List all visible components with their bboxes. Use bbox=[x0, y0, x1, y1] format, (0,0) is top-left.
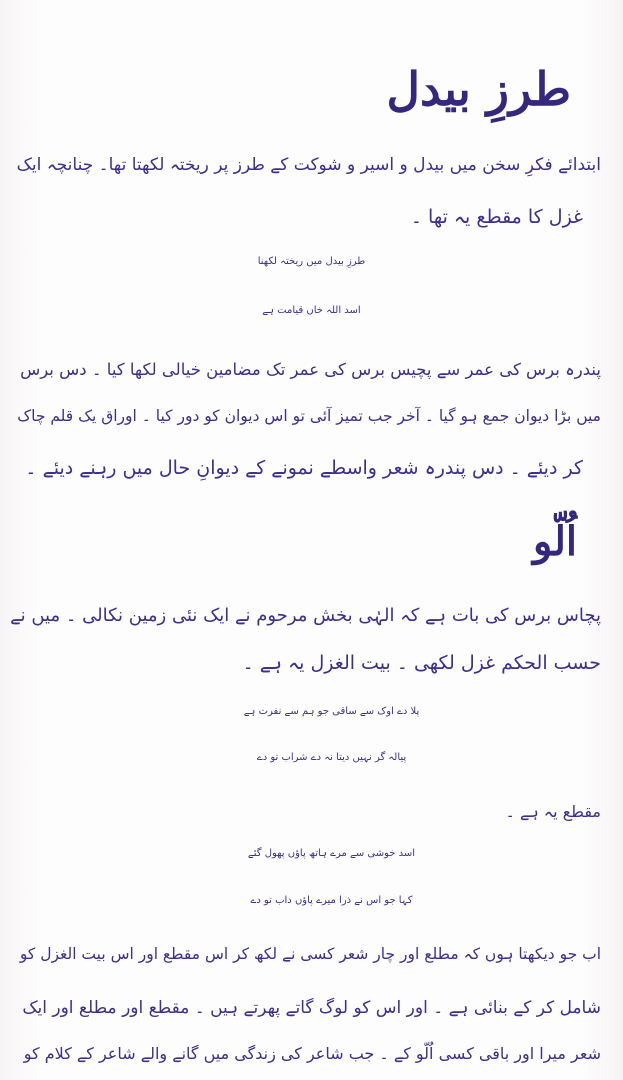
paragraph-line: پندرہ برس کی عمر سے پچیس برس کی عمر تک مضامین خیالی لکھا کیا ۔ دس برس bbox=[20, 360, 601, 379]
verse-line: پیالہ گر نہیں دیتا نہ دے شراب تو دے bbox=[256, 752, 407, 763]
verse-line: اسد اللہ خاں قیامت ہے bbox=[262, 305, 361, 316]
paragraph-line: مقطع یہ ہے ۔ bbox=[505, 802, 601, 821]
verse-line: اسد خوشی سے مرے ہاتھ پاؤں پھول گئے bbox=[247, 848, 416, 859]
verse-line: کہا جو اس نے ذرا میرے پاؤں داب تو دے bbox=[250, 895, 413, 906]
paragraph-line: شعر میرا اور باقی کسی اُلّو کے ۔ جب شاعر کی زندگی میں گانے والے شاعر کے کلام کو bbox=[23, 1044, 601, 1063]
section-heading-tarz-e-bedil: طرزِ بیدل bbox=[386, 62, 571, 116]
paragraph-line: حسب الحکم غزل لکھی ۔ بیت الغزل یہ ہے ۔ bbox=[242, 652, 601, 674]
paragraph-line: پچاس برس کی بات ہے کہ الہٰی بخش مرحوم نے ایک نئی زمین نکالی ۔ میں نے bbox=[10, 605, 601, 626]
paragraph-line: شامل کر کے بنائی ہے ۔ اور اس کو لوگ گاتے پھرتے ہیں ۔ مقطع اور مطلع اور ایک bbox=[22, 998, 601, 1018]
paragraph-line: میں بڑا دیوان جمع ہو گیا ۔ آخر جب تمیز آئی تو اس دیوان کو دور کیا ۔ اوراق یک قلم چاک bbox=[17, 407, 601, 425]
paragraph-line: غزل کا مقطع یہ تھا ۔ bbox=[410, 206, 583, 228]
paragraph-line: کر دیئے ۔ دس پندرہ شعر واسطے نمونے کے دیوانِ حال میں رہنے دیئے ۔ bbox=[25, 457, 583, 479]
section-heading-ullu: اُلّو bbox=[533, 518, 577, 565]
verse-line: طرزِ بیدل میں ریختہ لکھنا bbox=[257, 256, 366, 267]
paragraph-line: اب جو دیکھتا ہوں کہ مطلع اور چار شعر کسی نے لکھ کر اس مقطع اور اس بیت الغزل کو bbox=[19, 945, 601, 963]
verse-line: پلا دے اوک سے ساقی جو ہم سے نفرت ہے bbox=[243, 706, 420, 717]
paragraph-line: ابتدائے فکرِ سخن میں بیدل و اسیر و شوکت کے طرز پر ریختہ لکھتا تھا۔ چنانچہ ایک bbox=[16, 155, 601, 175]
